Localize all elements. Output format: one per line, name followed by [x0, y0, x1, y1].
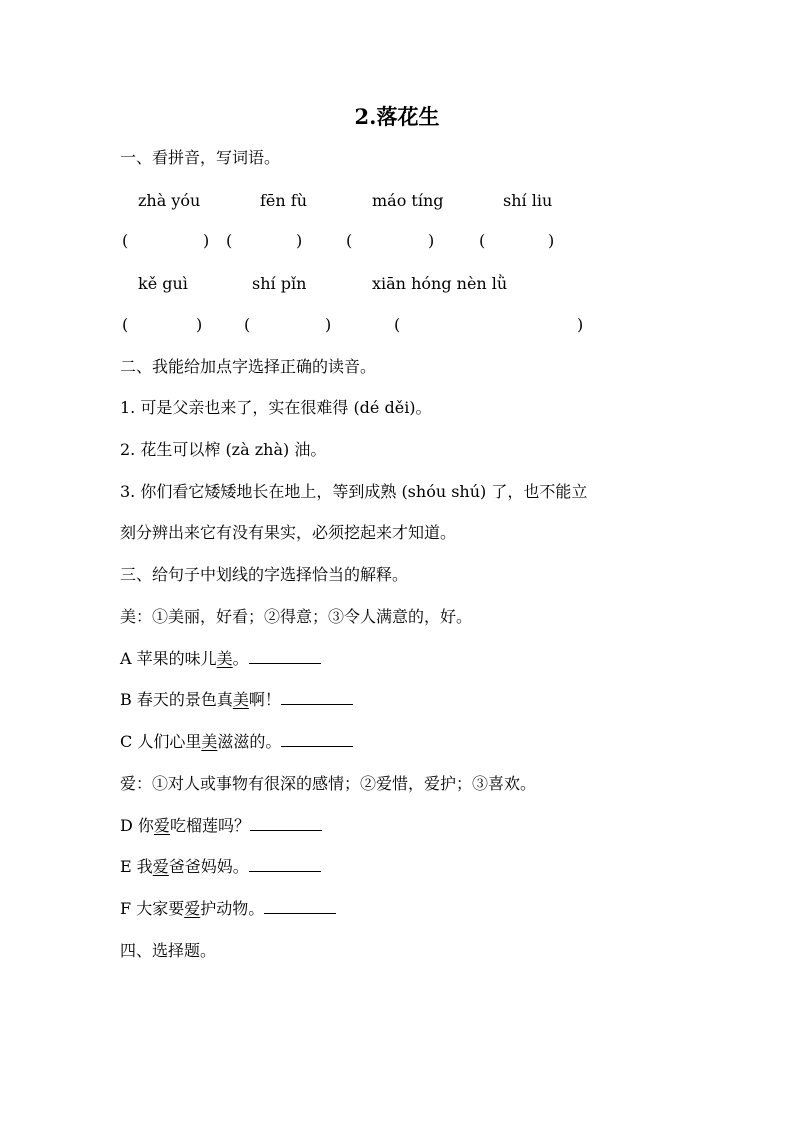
item-a-text: A 苹果的味儿	[120, 649, 217, 668]
answer-close-paren: )	[577, 315, 584, 334]
answer-open-paren: (	[394, 315, 401, 334]
answer-close-paren: )	[296, 231, 303, 250]
answer-close-paren: )	[548, 231, 555, 250]
answer-close-paren: )	[428, 231, 435, 250]
item-e-underlined: 爱	[152, 857, 169, 876]
item-b-underlined: 美	[232, 690, 249, 709]
item-e-end: 爸爸妈妈。	[168, 857, 249, 876]
item-f-underlined: 爱	[184, 899, 201, 918]
question-3-line-1: 3. 你们看它矮矮地长在地上，等到成熟 (shóu shú) 了，也不能立	[120, 482, 588, 501]
definition-mei: 美：①美丽，好看；②得意；③令人满意的，好。	[120, 607, 473, 626]
answer-open-paren: (	[244, 315, 251, 334]
section3-heading: 三、给句子中划线的字选择恰当的解释。	[120, 565, 409, 584]
answer-blank[interactable]	[249, 649, 321, 664]
answer-open-paren: (	[122, 231, 129, 250]
item-b-text: B 春天的景色真	[120, 690, 233, 709]
answer-blank[interactable]	[250, 816, 322, 831]
answer-open-paren: (	[226, 231, 233, 250]
pinyin-maoting: máo tíng	[372, 191, 444, 210]
question-3-line-2: 刻分辨出来它有没有果实，必须挖起来才知道。	[120, 523, 457, 542]
item-d	[120, 815, 322, 837]
answer-blank[interactable]	[281, 732, 353, 747]
pinyin-fenfu: fēn fù	[260, 191, 308, 210]
page-title: 2.落花生	[354, 104, 440, 129]
item-e-text: E 我	[120, 857, 153, 876]
answer-close-paren: )	[203, 231, 210, 250]
item-d-end: 吃榴莲吗？	[169, 816, 250, 835]
item-b	[120, 689, 353, 711]
item-a-end: 。	[232, 649, 249, 668]
section4-heading: 四、选择题。	[120, 941, 217, 960]
item-d-underlined: 爱	[153, 816, 170, 835]
item-e	[120, 856, 321, 878]
answer-open-paren: (	[346, 231, 353, 250]
answer-close-paren: )	[196, 315, 203, 334]
pinyin-shipin: shí pǐn	[252, 274, 307, 293]
definition-ai: 爱：①对人或事物有很深的感情；②爱惜，爱护；③喜欢。	[120, 774, 537, 793]
answer-blank[interactable]	[281, 690, 353, 705]
item-a-underlined: 美	[216, 649, 233, 668]
item-c-text: C 人们心里	[120, 732, 202, 751]
answer-blank[interactable]	[249, 857, 321, 872]
item-c-end: 滋滋的。	[217, 732, 282, 751]
answer-close-paren: )	[325, 315, 332, 334]
pinyin-zhayou: zhà yóu	[138, 191, 201, 210]
pinyin-kegui: kě guì	[138, 274, 188, 293]
item-b-end: 啊！	[248, 690, 281, 709]
section2-heading: 二、我能给加点字选择正确的读音。	[120, 357, 377, 376]
pinyin-shiliu: shí liu	[503, 191, 553, 210]
pinyin-xianhongnenlv: xiān hóng nèn lǜ	[372, 274, 508, 293]
item-d-text: D 你	[120, 816, 154, 835]
answer-open-paren: (	[479, 231, 486, 250]
question-2: 2. 花生可以榨 (zà zhà) 油。	[120, 440, 327, 459]
answer-blank[interactable]	[264, 899, 336, 914]
item-c	[120, 731, 353, 753]
item-f-text: F 大家要	[120, 899, 185, 918]
item-f-end: 护动物。	[200, 899, 265, 918]
item-a	[120, 648, 321, 670]
item-c-underlined: 美	[201, 732, 218, 751]
section1-heading: 一、看拼音，写词语。	[120, 148, 281, 167]
answer-open-paren: (	[122, 315, 129, 334]
item-f	[120, 898, 336, 920]
question-1: 1. 可是父亲也来了，实在很难得 (dé děi)。	[120, 398, 432, 417]
